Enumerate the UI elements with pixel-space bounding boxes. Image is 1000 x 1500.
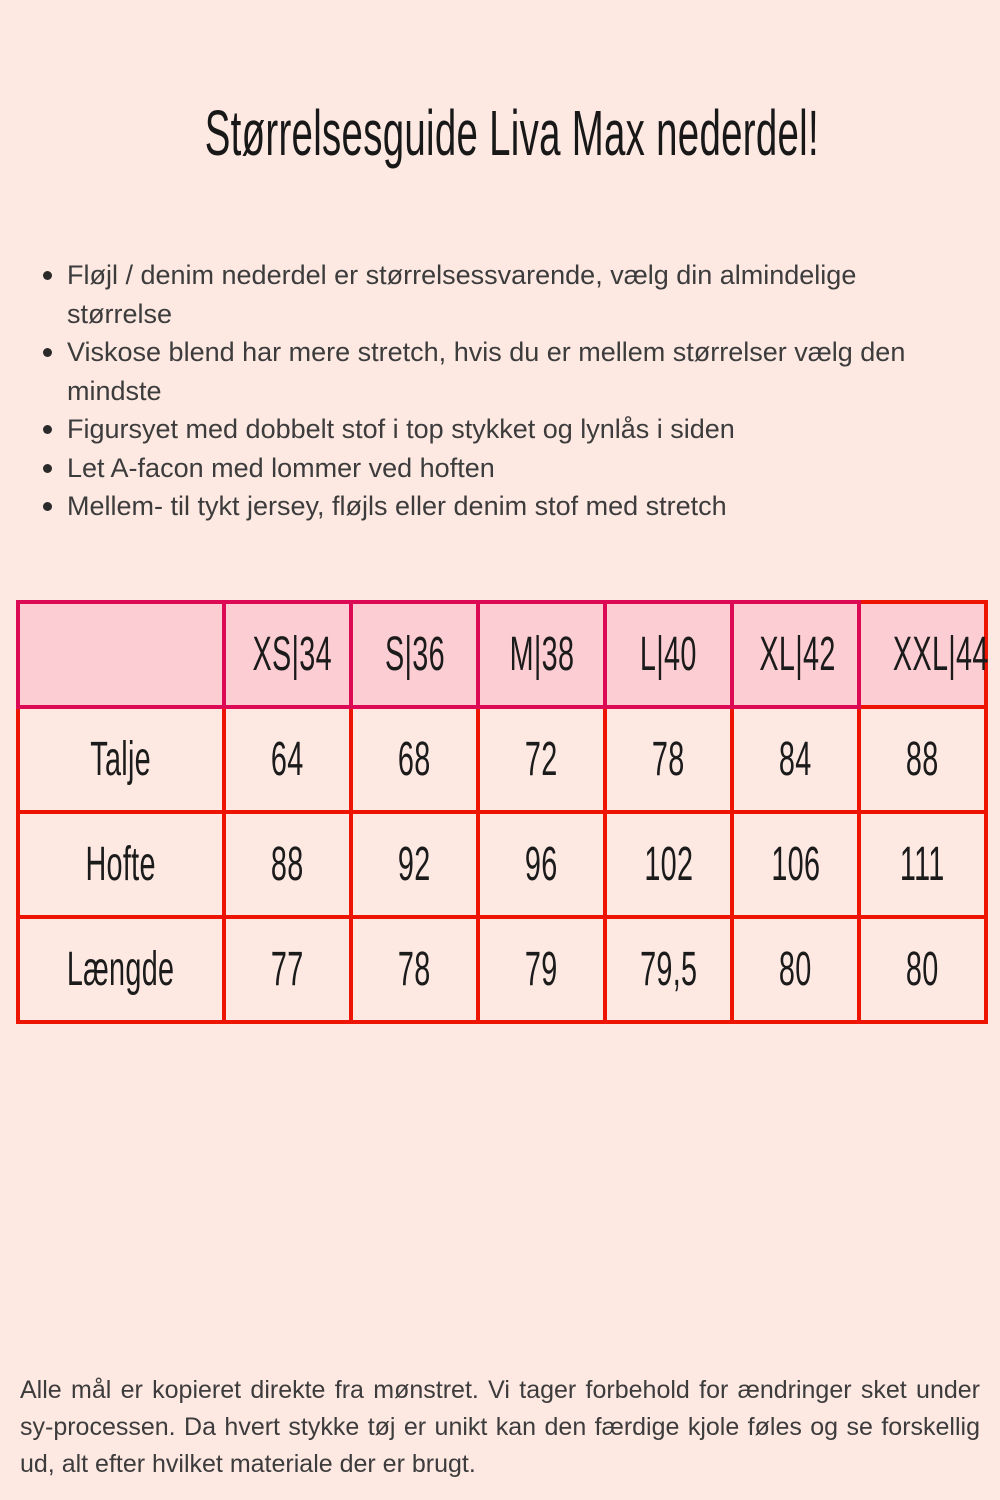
row-label-text: Længde (67, 943, 175, 996)
row-label (18, 707, 224, 812)
table-cell (351, 707, 478, 812)
cell-value: 92 (398, 838, 431, 891)
bullet-text: Viskose blend har mere stretch, hvis du er mellem størrelser vælg den mindste (67, 337, 906, 406)
cell-value: 64 (271, 733, 304, 786)
bullet-icon (43, 348, 52, 357)
table-cell (732, 917, 859, 1022)
table-cell (478, 812, 605, 917)
table-row (18, 917, 986, 1022)
table-cell (224, 812, 351, 917)
cell-value: 80 (779, 943, 812, 996)
table-cell (732, 812, 859, 917)
cell-value: 80 (906, 943, 939, 996)
column-header-text: S|36 (384, 628, 445, 681)
bullet-text: Figursyet med dobbelt stof i top stykket og lynlås i siden (67, 414, 735, 444)
table-cell (224, 707, 351, 812)
page-title (0, 96, 1000, 170)
bullet-text: Mellem- til tykt jersey, fløjls eller denim stof med stretch (67, 491, 727, 521)
table-cell (224, 917, 351, 1022)
cell-value: 88 (906, 733, 939, 786)
bullet-text: Fløjl / denim nederdel er størrelsessvarende, vælg din almindelige størrelse (67, 260, 857, 329)
table-row (18, 812, 986, 917)
table-cell (605, 812, 732, 917)
cell-value: 84 (779, 733, 812, 786)
table-row (18, 707, 986, 812)
bullet-icon (43, 464, 52, 473)
disclaimer-text: Alle mål er kopieret direkte fra mønstret. Vi tager forbehold for ændringer sket under sy-processen. Da hvert stykke tøj er unikt kan den færdige kjole føles og se forskellig ud, alt efter hvilket materiale der er brugt. (20, 1376, 980, 1478)
cell-value: 79 (525, 943, 558, 996)
list-item (40, 449, 950, 488)
table-cell (351, 812, 478, 917)
table-cell (605, 707, 732, 812)
bullet-icon (43, 502, 52, 511)
cell-value: 102 (644, 838, 693, 891)
table-corner-cell (18, 602, 224, 707)
table-cell (859, 812, 986, 917)
column-header-text: XS|34 (252, 628, 332, 681)
cell-value: 78 (652, 733, 685, 786)
column-header-text: XL|42 (759, 628, 836, 681)
cell-value: 68 (398, 733, 431, 786)
column-header (224, 602, 351, 707)
column-header-text: XXL|44 (892, 628, 989, 681)
cell-value: 88 (271, 838, 304, 891)
row-label (18, 812, 224, 917)
table-cell (478, 917, 605, 1022)
cell-value: 78 (398, 943, 431, 996)
bullet-text: Let A-facon med lommer ved hoften (67, 452, 495, 483)
column-header (859, 602, 989, 707)
column-header (732, 602, 859, 707)
cell-value: 106 (771, 838, 820, 891)
table-cell (859, 707, 986, 812)
cell-value: 77 (271, 943, 304, 996)
row-label-text: Talje (90, 733, 152, 786)
row-label (18, 917, 224, 1022)
cell-value: 111 (900, 838, 945, 891)
table-cell (859, 917, 986, 1022)
column-header-text: M|38 (509, 628, 574, 681)
page-title-text: Størrelsesguide Liva Max nederdel! (204, 97, 819, 169)
list-item (40, 487, 950, 526)
row-label-text: Hofte (85, 838, 157, 891)
bullet-icon (43, 271, 52, 280)
table-cell (478, 707, 605, 812)
column-header (605, 602, 732, 707)
size-guide-table (16, 600, 988, 1024)
cell-value: 79,5 (639, 943, 698, 996)
column-header-text: L|40 (640, 628, 697, 681)
feature-bullet-list (40, 256, 950, 526)
cell-value: 72 (525, 733, 558, 786)
list-item (40, 256, 950, 333)
cell-value: 96 (525, 838, 558, 891)
table-cell (732, 707, 859, 812)
table-cell (351, 917, 478, 1022)
table-header-row (18, 602, 986, 707)
column-header (478, 602, 605, 707)
column-header (351, 602, 478, 707)
bullet-icon (43, 425, 52, 434)
list-item (40, 333, 950, 410)
table-cell (605, 917, 732, 1022)
list-item (40, 410, 950, 449)
